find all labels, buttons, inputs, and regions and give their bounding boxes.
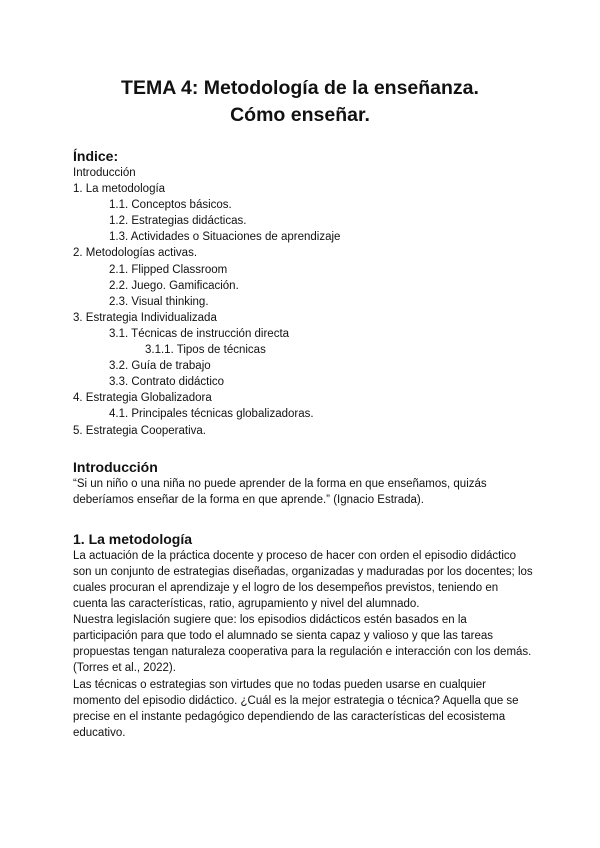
toc-item: 2.1. Flipped Classroom	[109, 263, 228, 276]
toc-item: 2.2. Juego. Gamificación.	[109, 279, 239, 292]
toc-item: 2.3. Visual thinking.	[109, 295, 209, 308]
toc-item: 1.1. Conceptos básicos.	[109, 199, 232, 212]
toc-item: Introducción	[73, 167, 136, 179]
toc-item: 1. La metodología	[73, 183, 166, 196]
toc-item: 3.1. Técnicas de instrucción directa	[109, 327, 290, 340]
toc-item: 5. Estrategia Cooperativa.	[73, 424, 206, 437]
toc-item: 3.1.1. Tipos de técnicas	[145, 344, 266, 357]
methodology-heading: 1. La metodología	[73, 530, 193, 547]
table-of-contents	[73, 165, 533, 439]
toc-item: 4. Estrategia Globalizadora	[73, 392, 212, 405]
toc-item: 4.1. Principales técnicas globalizadoras.	[109, 408, 314, 421]
methodology-paragraph-2: Nuestra legislación sugiere que: los episodios didácticos estén basados en la participación para que todo el alumnado se sienta capaz y valioso y que las tareas propuestas tengan naturaleza cooperativa para la regulación e interacción con los demás. (Torres et al., 2022).	[73, 614, 532, 675]
toc-item: 1.2. Estrategias didácticas.	[109, 215, 247, 228]
title-line-2: Cómo enseñar.	[230, 104, 370, 126]
introduction-section	[73, 458, 533, 508]
methodology-section	[73, 530, 533, 741]
methodology-paragraph-3: Las técnicas o estrategias son virtudes que no todas pueden usarse en cualquier momento del episodio didáctico. ¿Cuál es la mejor estrategia o técnica? Aquella que se precise en el instante pedagógico dependiendo de las características del ecosistema educativo.	[73, 678, 519, 739]
introduction-heading: Introducción	[73, 458, 158, 475]
toc-item: 3.2. Guía de trabajo	[109, 360, 211, 373]
toc-item: 1.3. Actividades o Situaciones de aprendizaje	[109, 231, 341, 244]
index-heading: Índice:	[73, 148, 119, 164]
title-line-1: TEMA 4: Metodología de la enseñanza.	[121, 77, 479, 99]
toc-item: 3. Estrategia Individualizada	[73, 311, 217, 324]
document-title	[0, 75, 600, 129]
document-body	[73, 147, 533, 741]
toc-item: 3.3. Contrato didáctico	[109, 376, 225, 389]
methodology-paragraph-1: La actuación de la práctica docente y proceso de hacer con orden el episodio didáctico son un conjunto de estrategias diseñadas, organizadas y maduradas por los docentes; los cuales procuran el aprendizaje y el logro de los desempeños previstos, teniendo en cuenta las características, ratio, agrupamiento y nivel del alumnado.	[73, 549, 533, 611]
introduction-quote: “Si un niño o una niña no puede aprender de la forma en que enseñamos, quizás deberíamos enseñar de la forma en que aprende.” (Ignacio Estrada).	[73, 477, 487, 506]
toc-item: 2. Metodologías activas.	[73, 247, 198, 260]
